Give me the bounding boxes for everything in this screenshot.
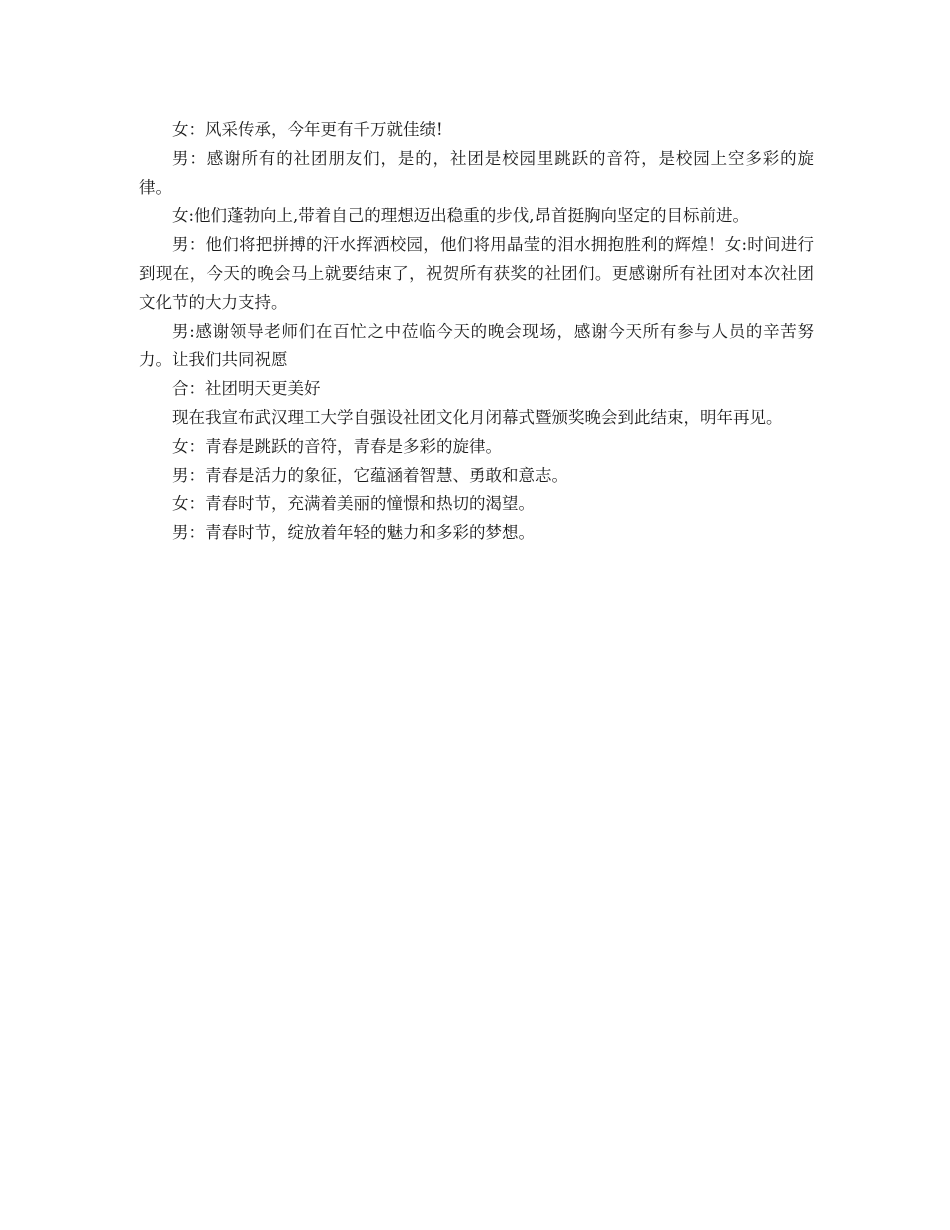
paragraph-3: 女:他们蓬勃向上,带着自己的理想迈出稳重的步伐,昂首挺胸向坚定的目标前进。 (172, 206, 750, 226)
paragraph-11: 男：青春时节，绽放着年轻的魅力和多彩的梦想。 (172, 523, 535, 543)
paragraph-4: 男：他们将把拼搏的汗水挥洒校园，他们将用晶莹的泪水拥抱胜利的辉煌！女:时间进行到现在，今天的晚会马上就要结束了，祝贺所有获奖的社团们。更感谢所有社团对本次社团文化节的大力支持。 (139, 235, 814, 312)
paragraph-5: 男:感谢领导老师们在百忙之中莅临今天的晚会现场，感谢今天所有参与人员的辛苦努力。让我们共同祝愿 (139, 321, 814, 370)
paragraph-10: 女：青春时节，充满着美丽的憧憬和热切的渴望。 (172, 494, 535, 514)
paragraph-6: 合：社团明天更美好 (172, 379, 321, 399)
paragraph-1: 女：风采传承，今年更有千万就佳绩! (172, 120, 443, 139)
paragraph-7: 现在我宣布武汉理工大学自强设社团文化月闭幕式暨颁奖晚会到此结束，明年再见。 (172, 407, 783, 427)
document-body (139, 116, 814, 548)
paragraph-9: 男：青春是活力的象征，它蕴涵着智慧、勇敢和意志。 (172, 465, 568, 485)
paragraph-2: 男：感谢所有的社团朋友们，是的，社团是校园里跳跃的音符，是校园上空多彩的旋律。 (139, 148, 814, 197)
paragraph-8: 女：青春是跳跃的音符，青春是多彩的旋律。 (172, 436, 502, 456)
